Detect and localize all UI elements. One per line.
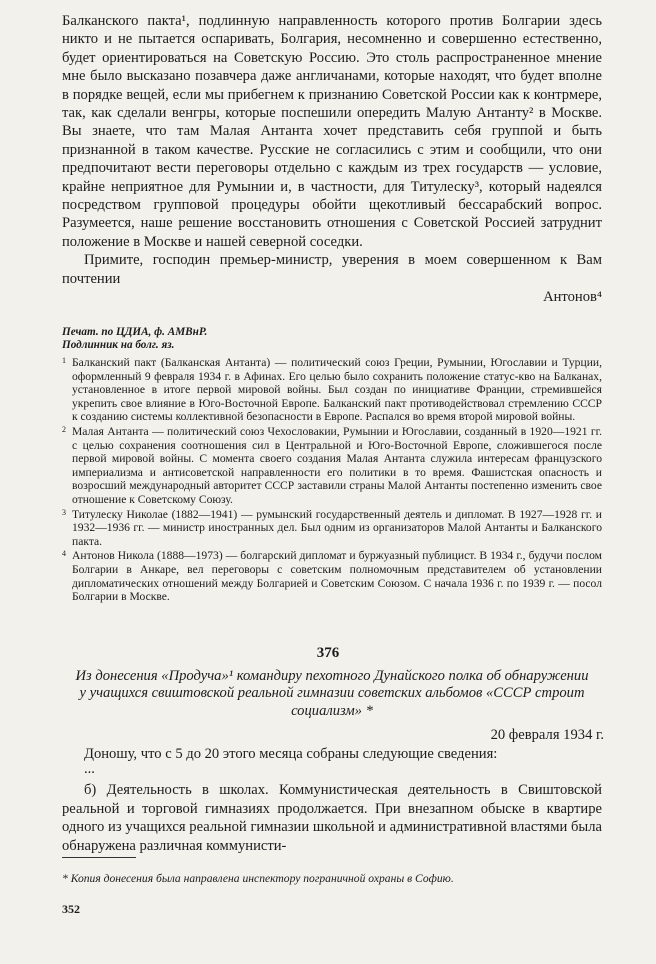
note-1 (62, 356, 602, 424)
document-heading: Из донесения «Продуча»¹ командиру пехотного Дунайского полка об обнаружении у учащихся свиштовской реальной гимназии советских альбомов «СССР строит социализм» * (75, 668, 589, 719)
note-text: Балканский пакт (Балканская Антанта) — политический союз Греции, Румынии, Югославии и Турции, оформленный 9 февраля 1934 г. в Афинах. Его целью было сохранить положение статус-кво на Балканах, установленное в итоге первой мировой войны. Был создан по инициативе Франции, стремившейся укрепить свое влияние в Юго-Восточной Европе. Балканский пакт противодействовал стремлению СССР к созданию системы коллективной безопасности в Европе. Распался во время второй мировой войны. (72, 356, 602, 424)
note-marker: 4 (62, 549, 66, 559)
letter-body (62, 12, 602, 307)
report-intro: Доношу, что с 5 до 20 этого месяца собраны следующие сведения: (84, 746, 498, 762)
letter-closing: Примите, господин премьер-министр, уверения в моем совершенном к Вам почтении (62, 252, 602, 287)
note-3 (62, 508, 602, 549)
source-archive: Печат. по ЦДИА, ф. АМВнР. (62, 326, 208, 338)
note-marker: 3 (62, 507, 66, 517)
document-number: 376 (316, 645, 340, 661)
report-ellipsis: ... (84, 761, 95, 778)
footnote-divider (62, 857, 136, 858)
source-language: Подлинник на болг. яз. (62, 339, 175, 352)
note-text: Антонов Никола (1888—1973) — болгарский дипломат и буржуазный публицист. В 1934 г., будучи послом Болгарии в Анкаре, вел переговоры с советским полномочным представителем об установлении дипломатических отношений между Болгарией и Советским Союзом. С начала 1936 г. по 1939 г. — посол Болгарии в Москве. (72, 549, 602, 604)
source-reference (62, 326, 602, 353)
page-number: 352 (62, 902, 80, 916)
letter-paragraph-1: Балканского пакта¹, подлинную направленность которого против Болгарии здесь никто и не пытается оспаривать, Болгария, несомненно и совершенно естественно, будет ориентироваться на Советскую Россию. Это столь распространенное мнение мне было высказано позавчера даже англичанами, которые находят, что будет вполне в порядке вещей, если мы прибегнем к признанию Советской России как к контрмере, так, как сделали венгры, которые поспешили опередить Малую Антанту² в Москве. Вы знаете, что там Малая Антанта хочет представить себя группой и быть признанной в таком качестве. Русские не согласились с этим и сообщили, что они предпочитают вести переговоры отдельно с каждым из трех государств — условие, крайне неприятное для Румынии и, в частности, для Титулеску³, который надеялся посредством групповой процедуры обойти щекотливый бессарабский вопрос. Разумеется, наше решение восстановить отношения с Советской Россией затруднит положение в Москве и нашей северной соседки. (62, 13, 602, 250)
note-text: Малая Антанта — политический союз Чехословакии, Румынии и Югославии, созданный в 1920—1921 гг. с целью сохранения соотношения сил в Центральной и Юго-Восточной Европе, сложившегося после первой мировой войны. С момента своего создания Малая Антанта служила интересам французского империализма и антисоветской направленности его политики в то время. Фашистская опасность и возросший международный авторитет СССР заставили страны Малой Антанты постепенно изменить свое отношение к Советскому Союзу. (72, 424, 602, 506)
note-4 (62, 549, 602, 603)
signature: Антонов⁴ (543, 289, 602, 306)
endnotes (62, 356, 602, 605)
note-2 (62, 425, 602, 507)
report-body (62, 745, 602, 855)
note-text: Титулеску Николае (1882—1941) — румынский государственный деятель и дипломат. В 1927—1928 гг. и 1932—1936 гг. — министр иностранных дел. Был одним из организаторов Малой Антанты и Балканского пакта. (72, 507, 602, 548)
report-section-b: б) Деятельность в школах. Коммунистическая деятельность в Свиштовской реальной и торговой гимназиях продолжается. При внезапном обыске в квартире одного из учащихся реальной гимназии школьной и административной властями была обнаружена различная коммунисти- (62, 782, 602, 854)
footnote: * Копия донесения была направлена инспектору пограничной охраны в Софию. (62, 872, 454, 885)
note-marker: 1 (62, 356, 66, 365)
note-marker: 2 (62, 424, 66, 434)
document-date: 20 февраля 1934 г. (490, 727, 604, 743)
